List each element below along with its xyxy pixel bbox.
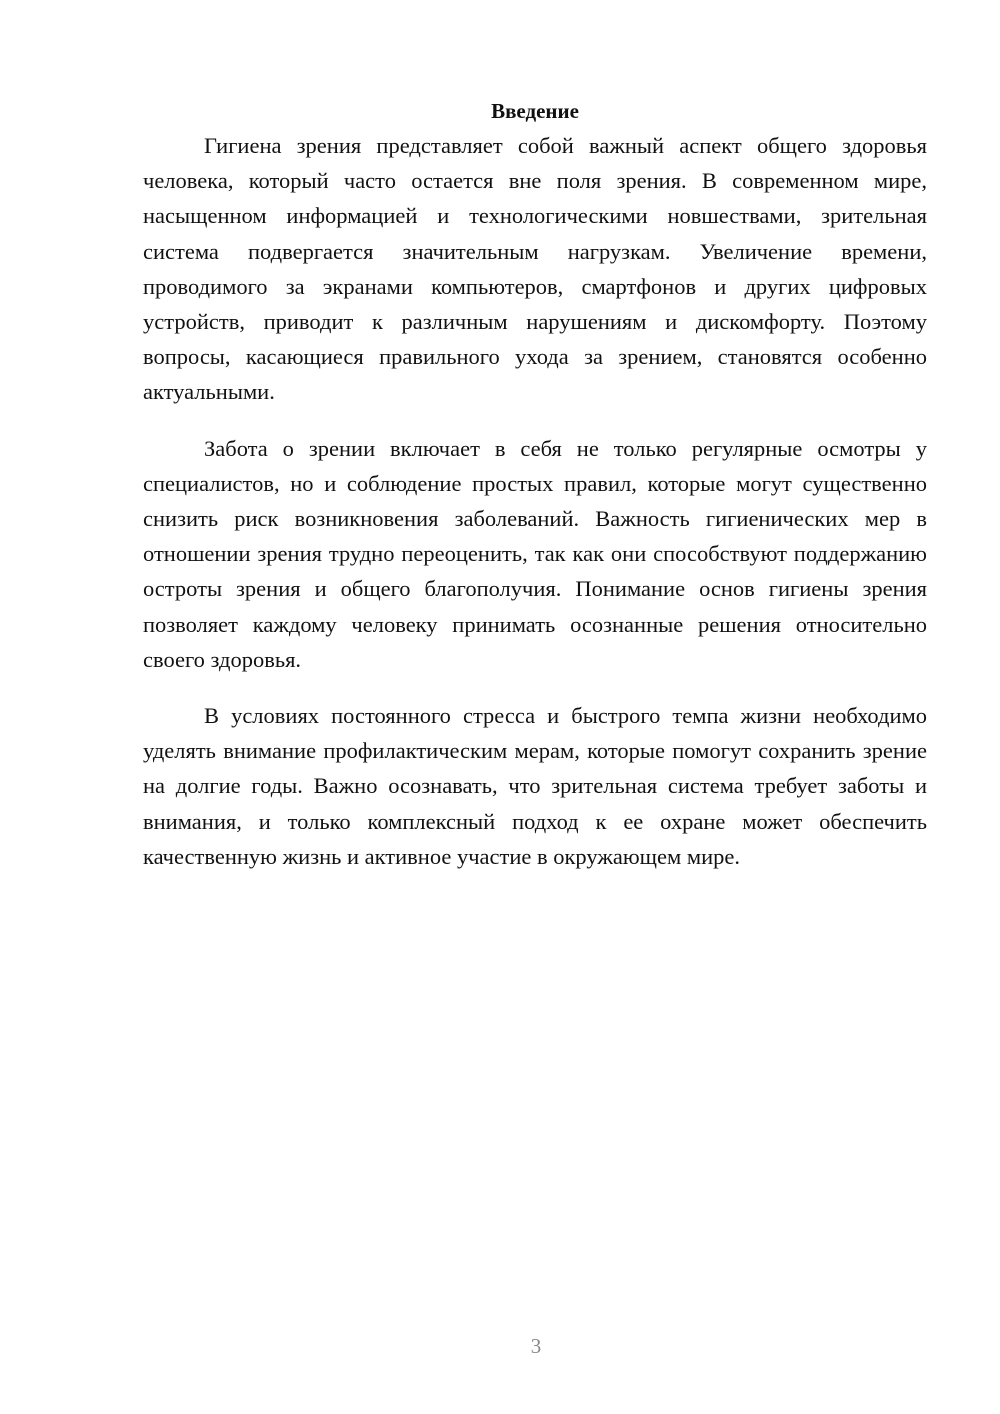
paragraph-3: В условиях постоянного стресса и быстрого темпа жизни необходимо уделять внимание профилактическим мерам, которые помогут сохранить зрение на долгие годы. Важно осознавать, что зрительная система требует заботы и внимания, и только комплексный подход к ее охране может обеспечить качественную жизнь и активное участие в окружающем мире. bbox=[143, 703, 927, 869]
section-title: Введение bbox=[491, 99, 579, 123]
paragraph-1: Гигиена зрения представляет собой важный аспект общего здоровья человека, который часто остается вне поля зрения. В современном мире, насыщенном информацией и технологическими новшествами, зрительная система подвергается значительным нагрузкам. Увеличение времени, проводимого за экранами компьютеров, смартфонов и других цифровых устройств, приводит к различным нарушениям и дискомфорту. Поэтому вопросы, касающиеся правильного ухода за зрением, становятся особенно актуальными. bbox=[143, 133, 927, 405]
page-content bbox=[143, 94, 927, 874]
paragraph-2: Забота о зрении включает в себя не только регулярные осмотры у специалистов, но и соблюдение простых правил, которые могут существенно снизить риск возникновения заболеваний. Важность гигиенических мер в отношении зрения трудно переоценить, так как они способствуют поддержанию остроты зрения и общего благополучия. Понимание основ гигиены зрения позволяет каждому человеку принимать осознанные решения относительно своего здоровья. bbox=[143, 435, 927, 672]
page-number: 3 bbox=[530, 1334, 542, 1358]
